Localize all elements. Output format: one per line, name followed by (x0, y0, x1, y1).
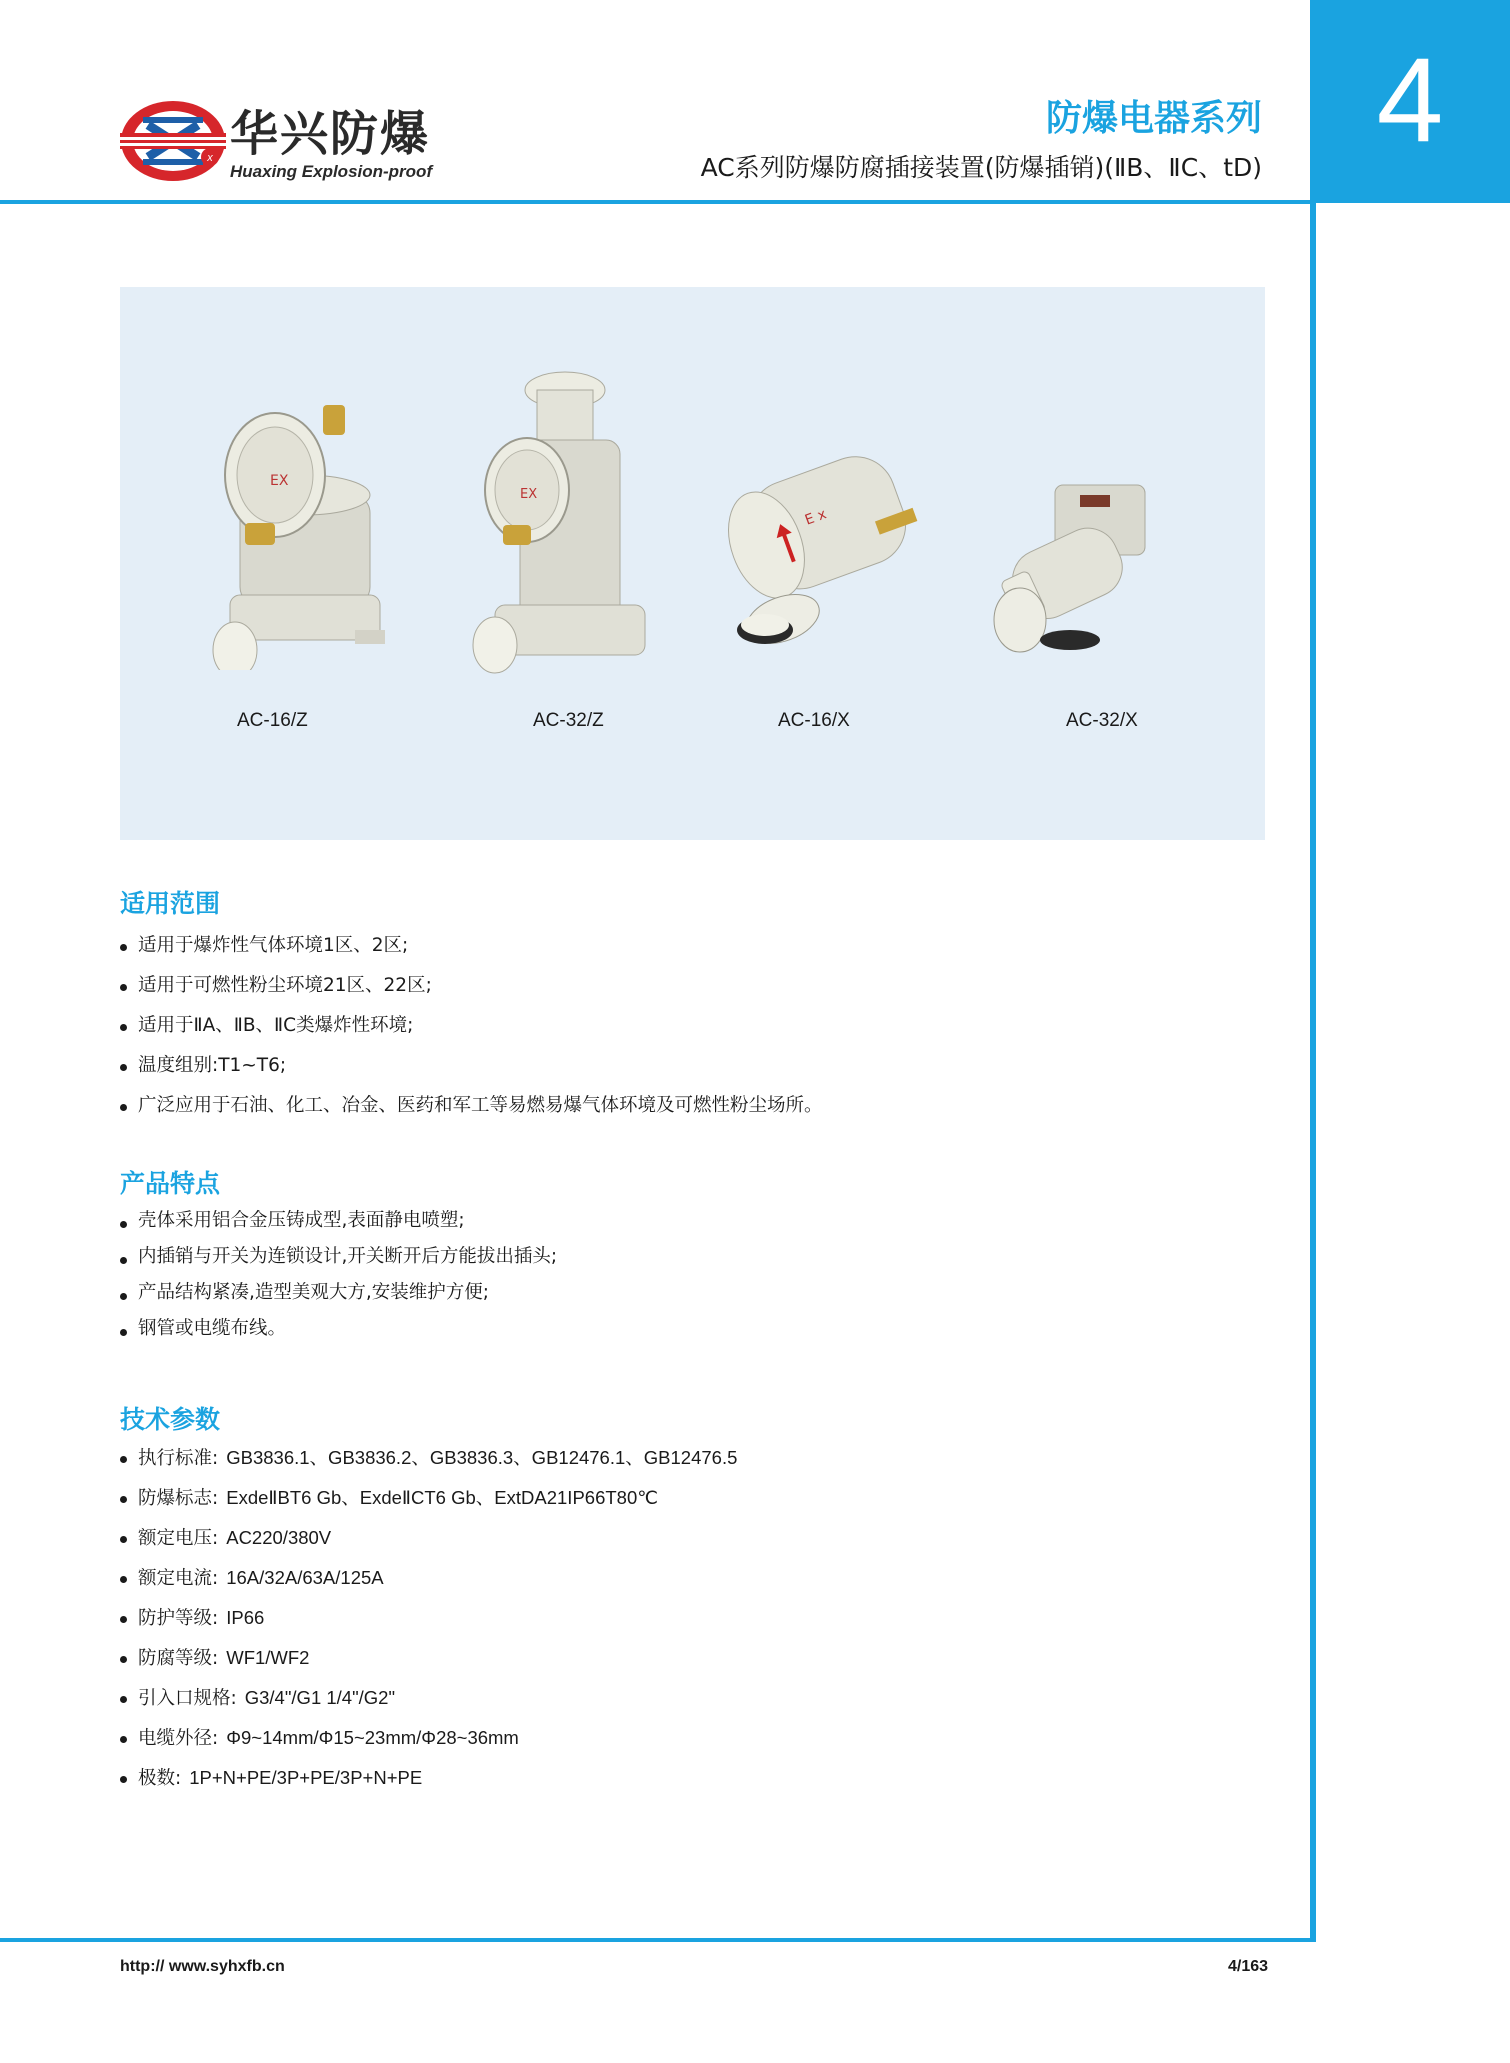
spec-row (120, 1478, 737, 1518)
list-item: 适用于ⅡA、ⅡB、ⅡC类爆炸性环境; (120, 1006, 823, 1046)
list-item: 钢管或电缆布线。 (120, 1311, 557, 1347)
list-item: 适用于爆炸性气体环境1区、2区; (120, 926, 823, 966)
svg-text:EX: EX (520, 487, 538, 502)
product-model-label: AC-16/X (778, 710, 850, 731)
spec-row (120, 1518, 737, 1558)
footer-rule (0, 1938, 1316, 1942)
specs-list (120, 1438, 737, 1798)
svg-text:EX: EX (270, 473, 289, 489)
spec-value: 1P+N+PE/3P+PE/3P+N+PE (189, 1767, 423, 1788)
specs-section-title: 技术参数 (120, 1405, 221, 1434)
series-title: 防爆电器系列 (1045, 98, 1262, 139)
spec-row (120, 1758, 737, 1798)
spec-key: 防爆标志: (138, 1488, 219, 1509)
spec-row (120, 1638, 737, 1678)
svg-text:x: x (207, 152, 213, 164)
product-image-ac16x (720, 430, 930, 660)
list-item: 产品结构紧凑,造型美观大方,安装维护方便; (120, 1275, 557, 1311)
spec-key: 额定电流: (138, 1568, 219, 1589)
list-item: 广泛应用于石油、化工、冶金、医药和军工等易燃易爆气体环境及可燃性粉尘场所。 (120, 1086, 823, 1126)
spec-key: 额定电压: (138, 1528, 219, 1549)
product-model-label: AC-16/Z (237, 710, 308, 731)
spec-value: WF1/WF2 (226, 1647, 310, 1668)
spec-key: 防护等级: (138, 1608, 219, 1629)
list-item: 内插销与开关为连锁设计,开关断开后方能拔出插头; (120, 1239, 557, 1275)
brand-tagline: Huaxing Explosion-proof (230, 162, 433, 181)
spec-value: ExdeⅡBT6 Gb、ExdeⅡCT6 Gb、ExtDA21IP66T80℃ (226, 1487, 659, 1508)
page-number: 4/163 (1228, 1958, 1269, 1975)
spec-key: 引入口规格: (138, 1688, 237, 1709)
product-image-ac32z (465, 370, 660, 680)
chapter-number: 4 (1376, 33, 1444, 167)
features-list (120, 1203, 557, 1347)
brand-name: 华兴防爆 (230, 106, 431, 162)
product-image-ac16z (205, 395, 395, 670)
spec-value: GB3836.1、GB3836.2、GB3836.3、GB12476.1、GB12476.5 (226, 1447, 738, 1468)
spec-row (120, 1718, 737, 1758)
header-rule (0, 200, 1310, 204)
spec-value: G3/4"/G1 1/4"/G2" (244, 1687, 396, 1708)
spec-row (120, 1598, 737, 1638)
spec-value: Φ9~14mm/Φ15~23mm/Φ28~36mm (226, 1727, 519, 1748)
spec-row (120, 1558, 737, 1598)
spec-row (120, 1438, 737, 1478)
spec-key: 电缆外径: (138, 1728, 219, 1749)
spec-key: 防腐等级: (138, 1648, 219, 1669)
spec-key: 执行标准: (138, 1448, 219, 1469)
spec-value: 16A/32A/63A/125A (226, 1567, 384, 1588)
footer-url-link[interactable]: http:// www.syhxfb.cn (120, 1958, 285, 1975)
list-item: 温度组别:T1~T6; (120, 1046, 823, 1086)
scope-list (120, 926, 823, 1126)
spec-row (120, 1678, 737, 1718)
features-section-title: 产品特点 (120, 1169, 221, 1198)
spec-value: AC220/380V (226, 1527, 332, 1548)
scope-section-title: 适用范围 (120, 889, 221, 918)
brand-logo-icon (118, 97, 228, 185)
product-model-label: AC-32/Z (533, 710, 604, 731)
list-item: 适用于可燃性粉尘环境21区、22区; (120, 966, 823, 1006)
list-item: 壳体采用铝合金压铸成型,表面静电喷塑; (120, 1203, 557, 1239)
product-title: AC系列防爆防腐插接装置(防爆插销)(ⅡB、ⅡC、tD) (700, 153, 1262, 182)
spec-value: IP66 (226, 1607, 265, 1628)
product-image-ac32x (985, 480, 1165, 660)
svg-text:E x: E x (802, 506, 829, 529)
spec-key: 极数: (138, 1768, 182, 1789)
side-rule (1310, 203, 1316, 1941)
product-model-label: AC-32/X (1066, 710, 1138, 731)
